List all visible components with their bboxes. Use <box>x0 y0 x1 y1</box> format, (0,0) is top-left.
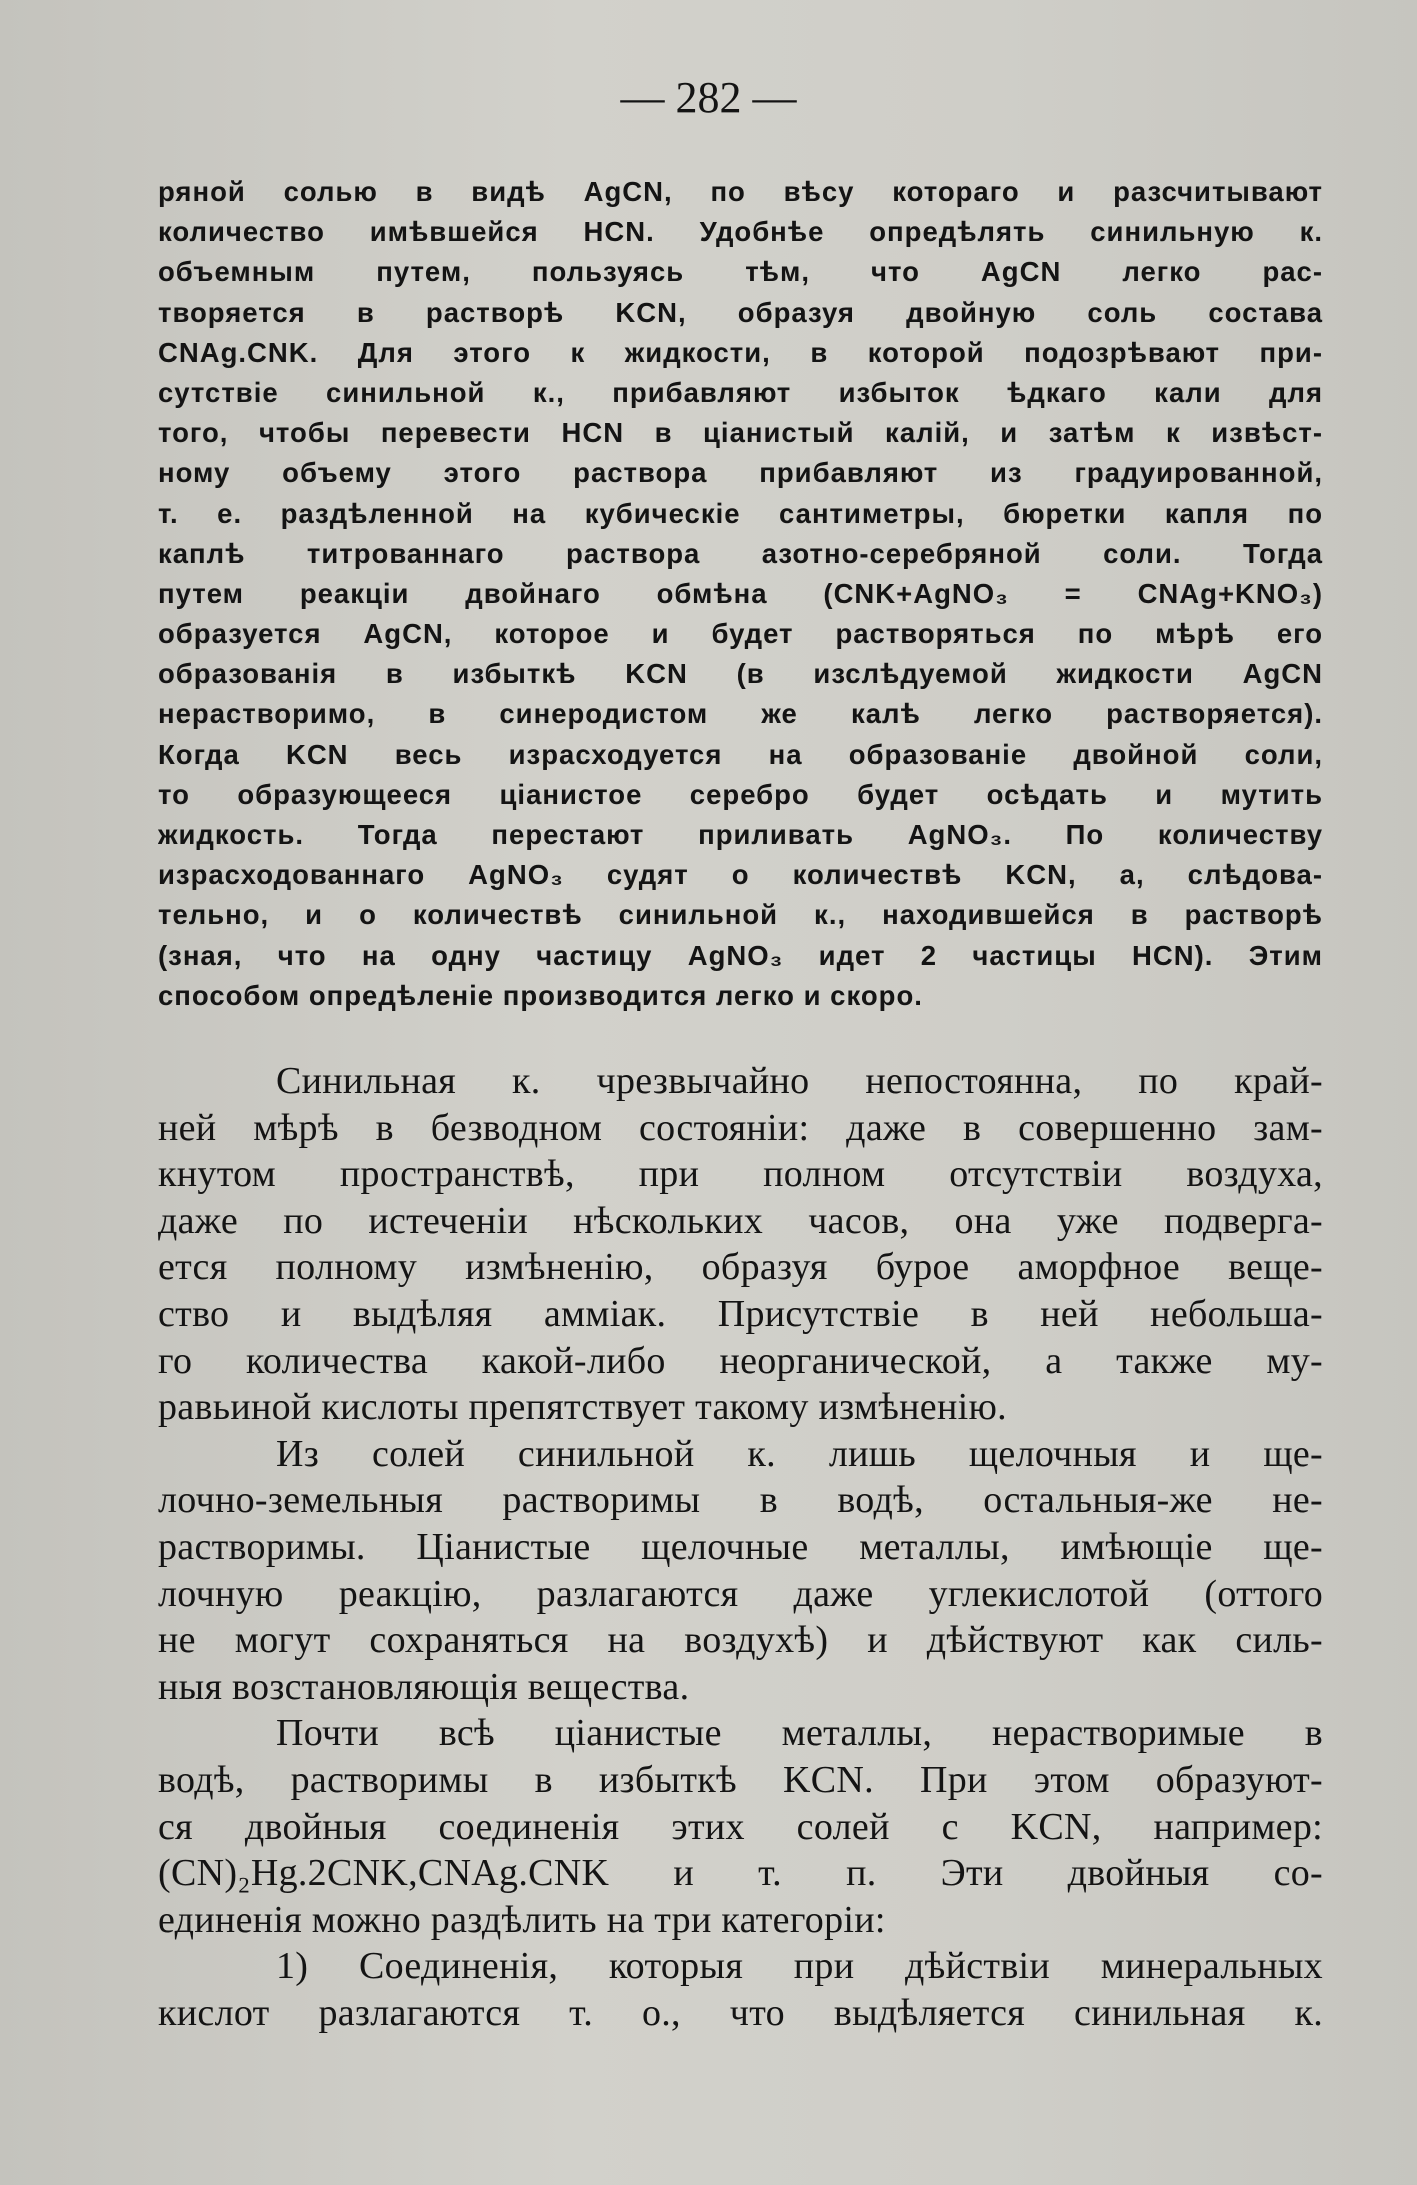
text-line: тельно, и о количествѣ синильной к., находившейся в растворѣ <box>158 899 1323 931</box>
text-line: кнутом пространствѣ, при полном отсутствіи воздуха, <box>158 1153 1323 1196</box>
text-line: объемным путем, пользуясь тѣм, что AgCN легко рас- <box>158 256 1323 288</box>
paragraph-first-line: Из солей синильной к. лишь щелочныя и ще- <box>276 1432 1323 1475</box>
text-line: израсходованнаго AgNO₃ судят о количествѣ KCN, а, слѣдова- <box>158 859 1323 891</box>
text-line: не могут сохраняться на воздухѣ) и дѣйствуют как силь- <box>158 1619 1323 1662</box>
paragraph-first-line: Синильная к. чрезвычайно непостоянна, по край- <box>276 1060 1323 1102</box>
text-line: ныя возстановляющія вещества. <box>158 1665 690 1708</box>
text-line: ней мѣрѣ в безводном состояніи: даже в совершенно зам- <box>158 1106 1323 1149</box>
text-line: творяется в растворѣ KCN, образуя двойную соль состава <box>158 296 1323 328</box>
text-line: количество имѣвшейся HCN. Удобнѣе опредѣлять синильную к. <box>158 216 1323 248</box>
text-line: Когда KCN весь израсходуется на образованіе двойной соли, <box>158 738 1323 770</box>
text-line: равьиной кислоты препятствует такому измѣненію. <box>158 1386 1007 1429</box>
page-number: — 282 — <box>620 73 797 122</box>
text-line: водѣ, растворимы в избыткѣ KCN. При этом образуют- <box>158 1758 1323 1801</box>
text-line: нерастворимо, в синеродистом же калѣ легко растворяется). <box>158 698 1323 730</box>
text-line: ряной солью в видѣ AgCN, по вѣсу котораго и разсчитывают <box>158 176 1323 207</box>
text-line: лочную реакцію, разлагаются даже углекислотой (оттого <box>158 1572 1323 1615</box>
text-line: образованія в избыткѣ KCN (в изслѣдуемой жидкости AgCN <box>158 658 1323 690</box>
text-line: ся двойныя соединенія этих солей с KCN, например: <box>158 1805 1323 1848</box>
text-line: образуется AgCN, которое и будет растворяться по мѣрѣ его <box>158 618 1323 650</box>
text-line: растворимы. Ціанистые щелочные металлы, имѣющіе ще- <box>158 1525 1323 1568</box>
text-line: CNAg.CNK. Для этого к жидкости, в которой подозрѣвают при- <box>158 336 1323 368</box>
text-line: ство и выдѣляя аммiак. Присутствіе в ней небольша- <box>158 1292 1323 1335</box>
paragraph-first-line: Почти всѣ ціанистые металлы, нерастворимые в <box>276 1712 1323 1755</box>
text-line: (CN)₂Hg.2CNK,CNAg.CNK и т. п. Эти двойныя со- <box>158 1852 1323 1895</box>
text-line: путем реакціи двойнаго обмѣна (CNK+AgNO₃ = CNAg+KNO₃) <box>158 577 1323 609</box>
text-line: каплѣ титрованнаго раствора азотно-серебряной соли. Тогда <box>158 537 1323 569</box>
text-line: даже по истеченіи нѣскольких часов, она уже подверга- <box>158 1199 1323 1242</box>
text-line: (зная, что на одну частицу AgNO₃ идет 2 частицы HCN). Этим <box>158 939 1323 971</box>
text-line: единенія можно раздѣлить на три категоріи: <box>158 1898 886 1941</box>
text-line: ному объему этого раствора прибавляют из градуированной, <box>158 457 1323 489</box>
large-print-paragraphs <box>158 1058 1323 2036</box>
text-line: то образующееся ціанистое серебро будет осѣдать и мутить <box>158 778 1323 810</box>
text-line: ется полному измѣненію, образуя бурое аморфное веще- <box>158 1246 1323 1289</box>
text-line: лочно-земельныя растворимы в водѣ, остальныя-же не- <box>158 1479 1323 1522</box>
text-line: способом опредѣленіе производится легко и скоро. <box>158 979 923 1011</box>
text-line: жидкость. Тогда перестают приливать AgNO₃. По количеству <box>158 819 1323 850</box>
text-line: кислот разлагаются т. о., что выдѣляется синильная к. <box>158 1991 1323 2034</box>
text-line: того, чтобы перевести HCN в ціанистый калій, и затѣм к извѣст- <box>158 417 1323 449</box>
text-line: т. е. раздѣленной на кубическіе сантиметры, бюретки капля по <box>158 497 1323 529</box>
text-line: го количества какой-либо неорганической, а также му- <box>158 1339 1323 1382</box>
text-line: сутствіе синильной к., прибавляют избыток ѣдкаго кали для <box>158 376 1323 408</box>
small-print-paragraph <box>158 172 1323 1016</box>
paragraph-first-line: 1) Соединенія, которыя при дѣйствіи минеральных <box>276 1945 1323 1988</box>
